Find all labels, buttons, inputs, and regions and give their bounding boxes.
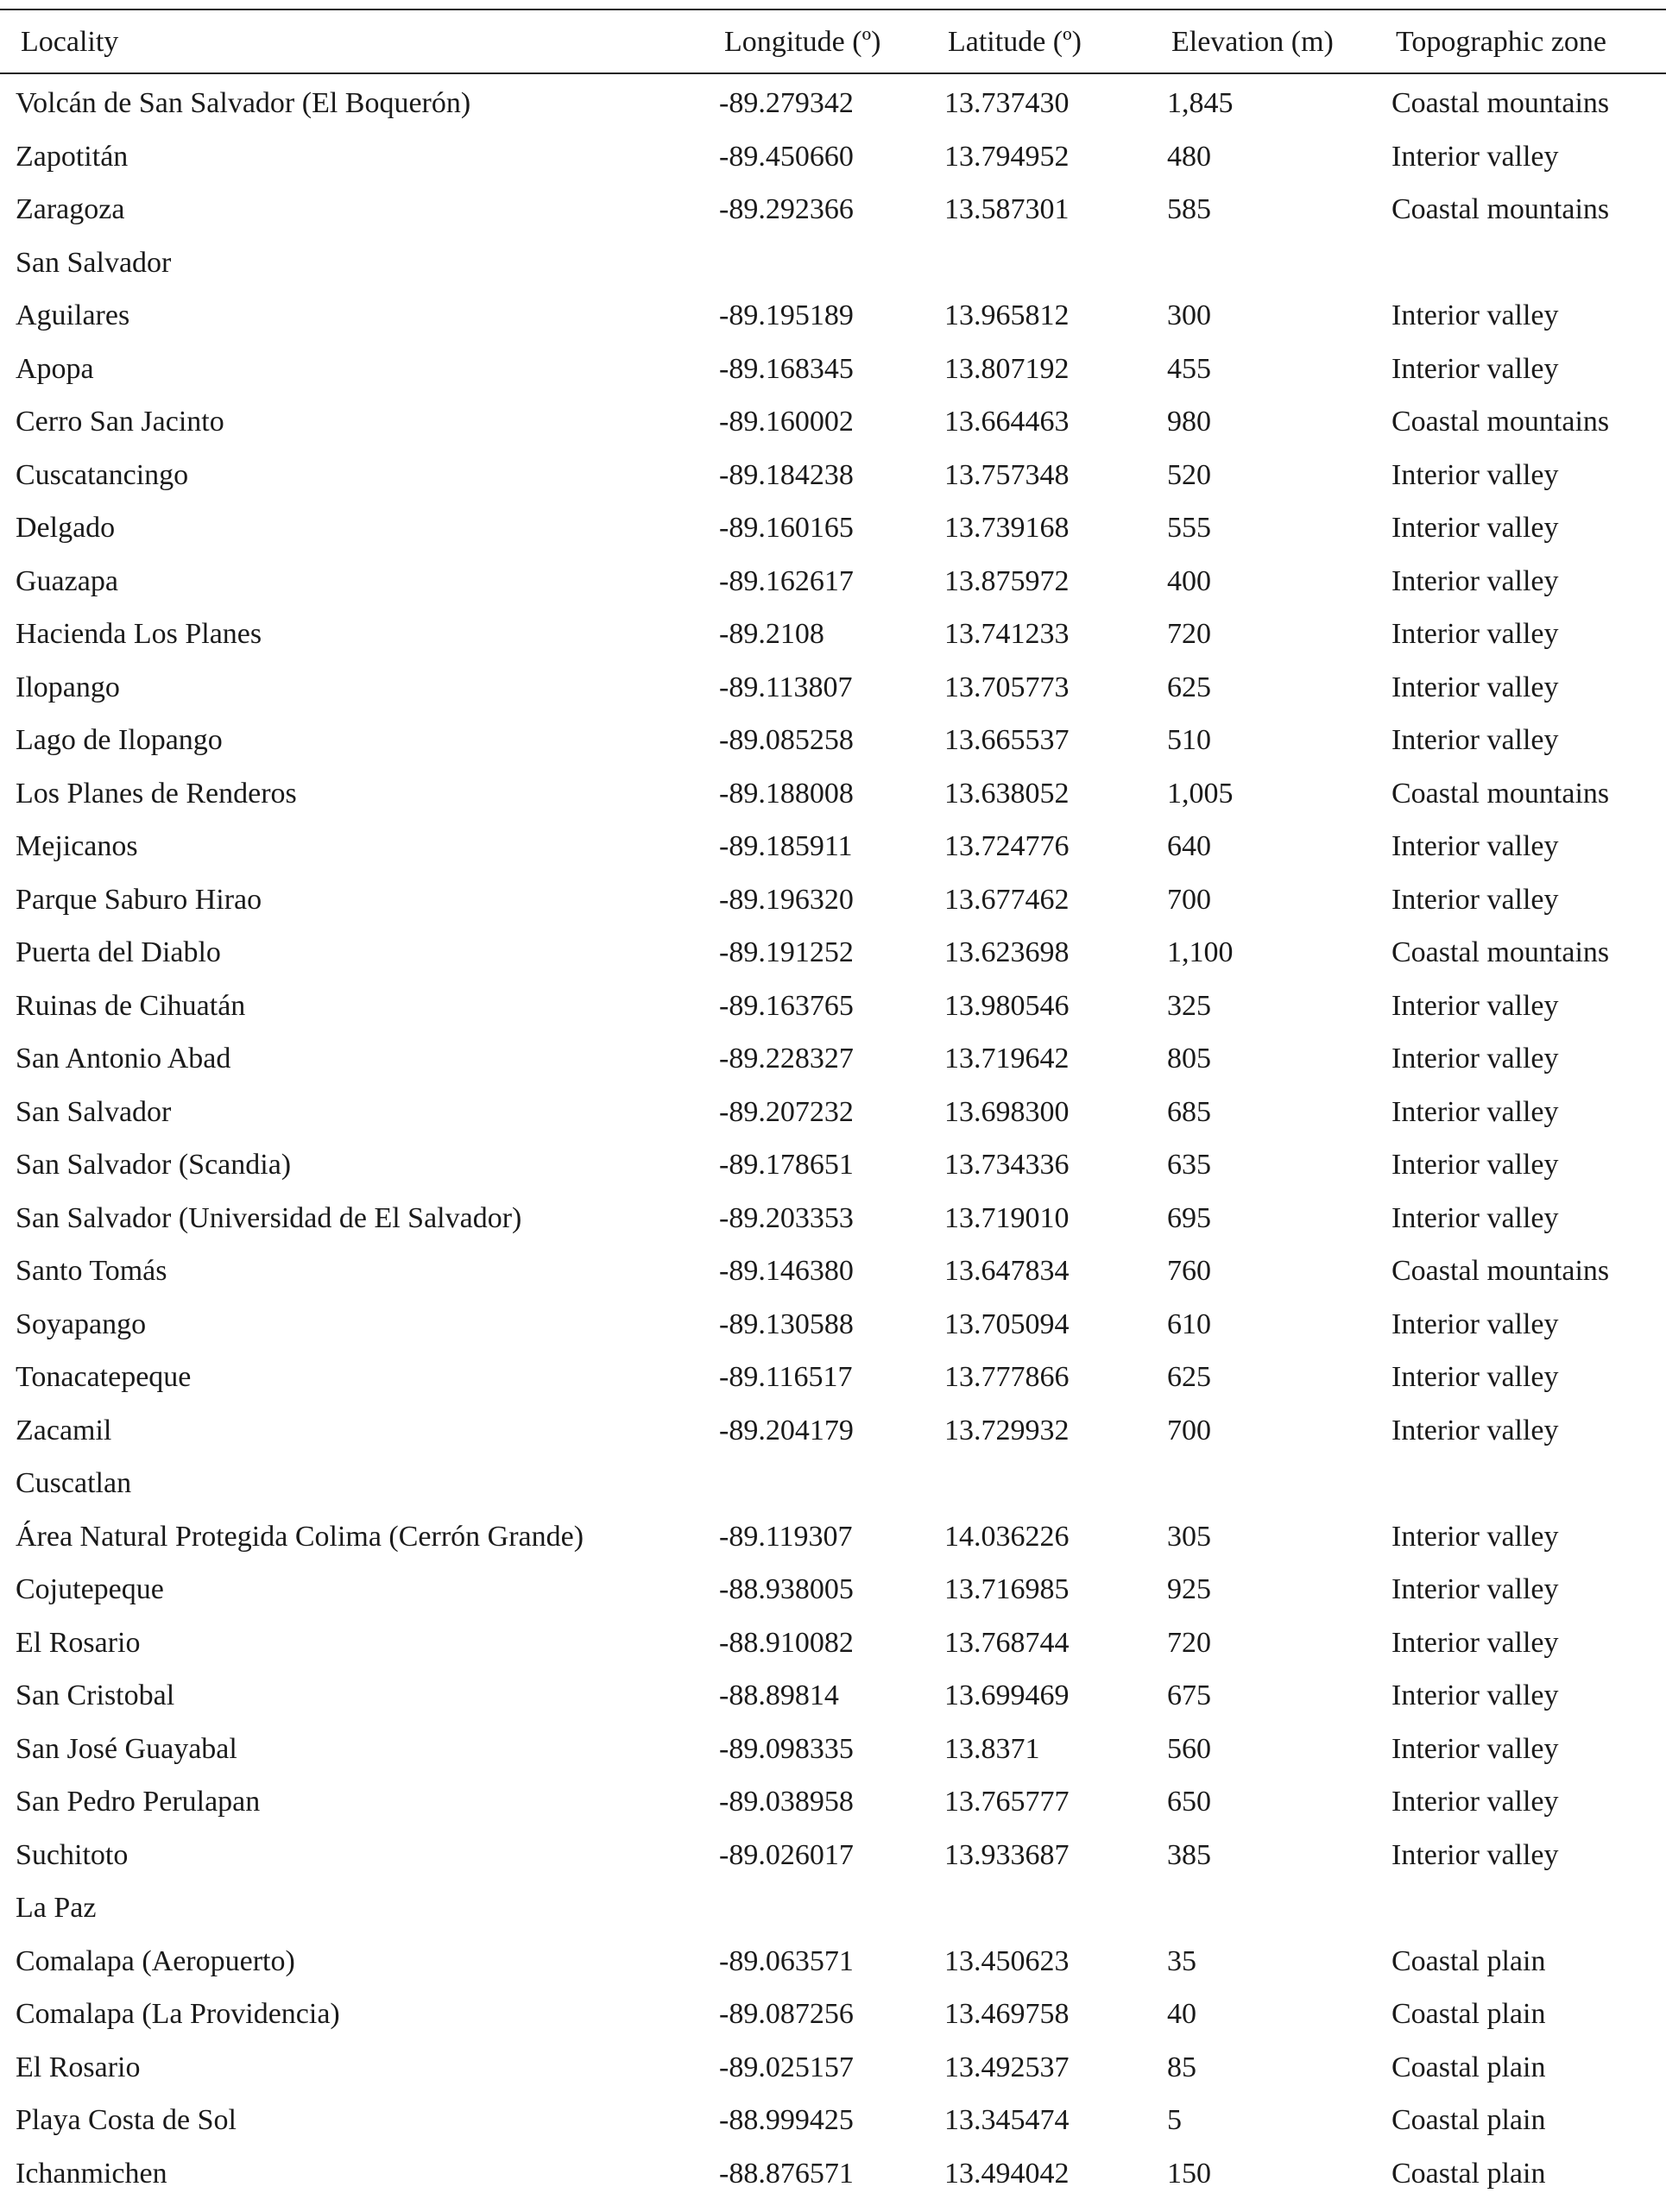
- table-row: [0, 89, 1666, 142]
- table-row: [0, 514, 1666, 567]
- cell-topographic-zone: Interior valley: [1391, 142, 1559, 172]
- cell-locality: San Salvador (Scandia): [16, 1150, 291, 1180]
- cell-locality: Zapotitán: [16, 142, 128, 172]
- cell-longitude: -89.146380: [719, 1257, 854, 1286]
- table-row: [0, 1947, 1666, 2001]
- cell-locality: Aguilares: [16, 301, 129, 331]
- cell-latitude: 13.965812: [944, 301, 1070, 331]
- table-row: [0, 1150, 1666, 1204]
- cell-locality: Área Natural Protegida Colima (Cerrón Grande): [16, 1522, 584, 1552]
- cell-latitude: 13.719642: [944, 1044, 1070, 1074]
- cell-topographic-zone: Interior valley: [1391, 726, 1559, 755]
- cell-elevation: 625: [1167, 1363, 1211, 1392]
- cell-longitude: -89.178651: [719, 1150, 854, 1180]
- table-row: [0, 461, 1666, 514]
- cell-longitude: -89.2108: [719, 620, 824, 649]
- cell-longitude: -88.89814: [719, 1681, 839, 1711]
- cell-locality: San Pedro Perulapan: [16, 1787, 260, 1817]
- table-row: [0, 1629, 1666, 1682]
- cell-elevation: 805: [1167, 1044, 1211, 1074]
- table-row: [0, 1310, 1666, 1364]
- cell-topographic-zone: Coastal mountains: [1391, 1257, 1609, 1286]
- cell-longitude: -88.999425: [719, 2106, 854, 2135]
- table-row: [0, 1363, 1666, 1416]
- table-row: [0, 673, 1666, 727]
- cell-topographic-zone: Interior valley: [1391, 992, 1559, 1021]
- table-row: [0, 1841, 1666, 1894]
- cell-longitude: -89.026017: [719, 1841, 854, 1870]
- cell-latitude: 13.665537: [944, 726, 1070, 755]
- cell-longitude: -89.162617: [719, 567, 854, 596]
- cell-elevation: 520: [1167, 461, 1211, 490]
- cell-latitude: 13.647834: [944, 1257, 1070, 1286]
- cell-topographic-zone: Coastal plain: [1391, 2000, 1545, 2029]
- cell-elevation: 1,845: [1167, 89, 1234, 118]
- cell-locality: San Salvador: [16, 1098, 171, 1127]
- cell-latitude: 13.765777: [944, 1787, 1070, 1817]
- cell-elevation: 325: [1167, 992, 1211, 1021]
- cell-topographic-zone: Interior valley: [1391, 1575, 1559, 1604]
- cell-latitude: 13.875972: [944, 567, 1070, 596]
- cell-locality: Apopa: [16, 355, 94, 384]
- cell-locality: Los Planes de Renderos: [16, 779, 297, 809]
- cell-elevation: 980: [1167, 407, 1211, 437]
- cell-elevation: 400: [1167, 567, 1211, 596]
- cell-latitude: 14.036226: [944, 1522, 1070, 1552]
- cell-topographic-zone: Coastal mountains: [1391, 195, 1609, 224]
- cell-topographic-zone: Interior valley: [1391, 1416, 1559, 1446]
- table-row: [0, 1735, 1666, 1788]
- cell-locality: San José Guayabal: [16, 1735, 237, 1764]
- cell-elevation: 300: [1167, 301, 1211, 331]
- cell-topographic-zone: Interior valley: [1391, 461, 1559, 490]
- cell-latitude: 13.8371: [944, 1735, 1040, 1764]
- table-group-row: [0, 1894, 1666, 1947]
- cell-latitude: 13.980546: [944, 992, 1070, 1021]
- cell-latitude: 13.677462: [944, 885, 1070, 915]
- cell-longitude: -88.876571: [719, 2159, 854, 2189]
- cell-longitude: -88.938005: [719, 1575, 854, 1604]
- cell-latitude: 13.699469: [944, 1681, 1070, 1711]
- cell-topographic-zone: Interior valley: [1391, 1841, 1559, 1870]
- table-row: [0, 620, 1666, 673]
- cell-topographic-zone: Interior valley: [1391, 1150, 1559, 1180]
- cell-locality: El Rosario: [16, 1629, 140, 1658]
- cell-latitude: 13.587301: [944, 195, 1070, 224]
- cell-topographic-zone: Interior valley: [1391, 832, 1559, 861]
- cell-topographic-zone: Coastal plain: [1391, 2106, 1545, 2135]
- table-row: [0, 1416, 1666, 1470]
- cell-elevation: 625: [1167, 673, 1211, 703]
- cell-locality: Delgado: [16, 514, 115, 543]
- table-row: [0, 1204, 1666, 1257]
- cell-elevation: 85: [1167, 2053, 1196, 2083]
- cell-elevation: 5: [1167, 2106, 1182, 2135]
- cell-longitude: -89.085258: [719, 726, 854, 755]
- cell-longitude: -89.203353: [719, 1204, 854, 1233]
- cell-latitude: 13.737430: [944, 89, 1070, 118]
- cell-locality: Ilopango: [16, 673, 120, 703]
- cell-topographic-zone: Coastal plain: [1391, 2053, 1545, 2083]
- cell-locality: Cuscatancingo: [16, 461, 188, 490]
- cell-longitude: -89.195189: [719, 301, 854, 331]
- cell-latitude: 13.494042: [944, 2159, 1070, 2189]
- table-header-rule: [0, 72, 1666, 74]
- cell-topographic-zone: Interior valley: [1391, 1204, 1559, 1233]
- cell-locality: Zacamil: [16, 1416, 111, 1446]
- cell-elevation: 675: [1167, 1681, 1211, 1711]
- cell-topographic-zone: Coastal mountains: [1391, 407, 1609, 437]
- table-row: [0, 195, 1666, 249]
- cell-topographic-zone: Interior valley: [1391, 620, 1559, 649]
- cell-longitude: -89.025157: [719, 2053, 854, 2083]
- cell-locality: San Cristobal: [16, 1681, 174, 1711]
- cell-latitude: 13.719010: [944, 1204, 1070, 1233]
- cell-locality: Suchitoto: [16, 1841, 128, 1870]
- cell-elevation: 700: [1167, 1416, 1211, 1446]
- cell-longitude: -89.207232: [719, 1098, 854, 1127]
- table-row: [0, 992, 1666, 1045]
- cell-longitude: -89.191252: [719, 938, 854, 967]
- cell-topographic-zone: Interior valley: [1391, 1787, 1559, 1817]
- cell-elevation: 700: [1167, 885, 1211, 915]
- cell-latitude: 13.729932: [944, 1416, 1070, 1446]
- cell-elevation: 720: [1167, 1629, 1211, 1658]
- header-elevation: Elevation (m): [1171, 28, 1334, 57]
- table-row: [0, 885, 1666, 939]
- cell-longitude: -89.098335: [719, 1735, 854, 1764]
- cell-topographic-zone: Interior valley: [1391, 1522, 1559, 1552]
- table-row: [0, 2053, 1666, 2107]
- cell-elevation: 685: [1167, 1098, 1211, 1127]
- cell-topographic-zone: Coastal mountains: [1391, 89, 1609, 118]
- table-row: [0, 301, 1666, 355]
- cell-longitude: -89.292366: [719, 195, 854, 224]
- cell-latitude: 13.716985: [944, 1575, 1070, 1604]
- table-row: [0, 407, 1666, 461]
- cell-elevation: 585: [1167, 195, 1211, 224]
- table-row: [0, 726, 1666, 779]
- cell-latitude: 13.664463: [944, 407, 1070, 437]
- cell-latitude: 13.705773: [944, 673, 1070, 703]
- cell-longitude: -89.450660: [719, 142, 854, 172]
- cell-locality: Cerro San Jacinto: [16, 407, 224, 437]
- cell-elevation: 150: [1167, 2159, 1211, 2189]
- cell-locality: Santo Tomás: [16, 1257, 167, 1286]
- cell-longitude: -89.228327: [719, 1044, 854, 1074]
- cell-locality: Ichanmichen: [16, 2159, 167, 2189]
- cell-elevation: 555: [1167, 514, 1211, 543]
- cell-latitude: 13.623698: [944, 938, 1070, 967]
- cell-latitude: 13.741233: [944, 620, 1070, 649]
- table-row: [0, 2159, 1666, 2212]
- cell-elevation: 640: [1167, 832, 1211, 861]
- cell-elevation: 650: [1167, 1787, 1211, 1817]
- cell-topographic-zone: Coastal mountains: [1391, 779, 1609, 809]
- cell-topographic-zone: Interior valley: [1391, 1098, 1559, 1127]
- cell-topographic-zone: Interior valley: [1391, 567, 1559, 596]
- table-row: [0, 2106, 1666, 2159]
- cell-locality: Ruinas de Cihuatán: [16, 992, 245, 1021]
- cell-elevation: 1,005: [1167, 779, 1234, 809]
- table-row: [0, 1575, 1666, 1629]
- cell-elevation: 1,100: [1167, 938, 1234, 967]
- table-row: [0, 355, 1666, 408]
- cell-locality: Guazapa: [16, 567, 118, 596]
- cell-longitude: -89.168345: [719, 355, 854, 384]
- cell-locality: Soyapango: [16, 1310, 146, 1339]
- cell-longitude: -89.279342: [719, 89, 854, 118]
- cell-latitude: 13.345474: [944, 2106, 1070, 2135]
- cell-elevation: 480: [1167, 142, 1211, 172]
- cell-longitude: -89.196320: [719, 885, 854, 915]
- cell-longitude: -89.087256: [719, 2000, 854, 2029]
- cell-elevation: 635: [1167, 1150, 1211, 1180]
- cell-locality: La Paz: [16, 1894, 96, 1923]
- cell-topographic-zone: Coastal plain: [1391, 1947, 1545, 1976]
- cell-locality: San Antonio Abad: [16, 1044, 230, 1074]
- table-row: [0, 1098, 1666, 1151]
- cell-latitude: 13.469758: [944, 2000, 1070, 2029]
- cell-locality: Mejicanos: [16, 832, 138, 861]
- cell-longitude: -89.184238: [719, 461, 854, 490]
- cell-longitude: -89.163765: [719, 992, 854, 1021]
- cell-elevation: 925: [1167, 1575, 1211, 1604]
- header-latitude: Latitude (º): [948, 28, 1082, 57]
- cell-locality: Comalapa (La Providencia): [16, 2000, 340, 2029]
- cell-topographic-zone: Interior valley: [1391, 1629, 1559, 1658]
- cell-latitude: 13.757348: [944, 461, 1070, 490]
- cell-topographic-zone: Interior valley: [1391, 1310, 1559, 1339]
- cell-topographic-zone: Interior valley: [1391, 514, 1559, 543]
- cell-elevation: 305: [1167, 1522, 1211, 1552]
- table-row: [0, 142, 1666, 196]
- cell-elevation: 720: [1167, 620, 1211, 649]
- cell-topographic-zone: Coastal mountains: [1391, 938, 1609, 967]
- table-row: [0, 2000, 1666, 2053]
- cell-topographic-zone: Interior valley: [1391, 673, 1559, 703]
- table-row: [0, 1681, 1666, 1735]
- cell-locality: San Salvador (Universidad de El Salvador): [16, 1204, 521, 1233]
- cell-longitude: -89.116517: [719, 1363, 853, 1392]
- cell-locality: Parque Saburo Hirao: [16, 885, 262, 915]
- cell-longitude: -89.188008: [719, 779, 854, 809]
- cell-elevation: 385: [1167, 1841, 1211, 1870]
- table-row: [0, 1257, 1666, 1310]
- cell-latitude: 13.734336: [944, 1150, 1070, 1180]
- cell-topographic-zone: Interior valley: [1391, 1735, 1559, 1764]
- table-row: [0, 938, 1666, 992]
- cell-locality: Cojutepeque: [16, 1575, 164, 1604]
- cell-locality: El Rosario: [16, 2053, 140, 2083]
- cell-longitude: -89.119307: [719, 1522, 853, 1552]
- table-header-row: [0, 9, 1666, 62]
- cell-latitude: 13.739168: [944, 514, 1070, 543]
- cell-topographic-zone: Interior valley: [1391, 1363, 1559, 1392]
- cell-latitude: 13.698300: [944, 1098, 1070, 1127]
- cell-elevation: 760: [1167, 1257, 1211, 1286]
- cell-latitude: 13.777866: [944, 1363, 1070, 1392]
- cell-locality: Zaragoza: [16, 195, 124, 224]
- cell-locality: Comalapa (Aeropuerto): [16, 1947, 295, 1976]
- table-row: [0, 1044, 1666, 1098]
- cell-longitude: -89.160165: [719, 514, 854, 543]
- header-locality: Locality: [21, 28, 118, 57]
- cell-locality: San Salvador: [16, 249, 171, 278]
- cell-longitude: -89.063571: [719, 1947, 854, 1976]
- cell-latitude: 13.768744: [944, 1629, 1070, 1658]
- cell-elevation: 40: [1167, 2000, 1196, 2029]
- cell-latitude: 13.705094: [944, 1310, 1070, 1339]
- cell-latitude: 13.450623: [944, 1947, 1070, 1976]
- cell-locality: Playa Costa de Sol: [16, 2106, 237, 2135]
- cell-locality: Cuscatlan: [16, 1469, 131, 1498]
- cell-elevation: 510: [1167, 726, 1211, 755]
- cell-longitude: -89.038958: [719, 1787, 854, 1817]
- cell-latitude: 13.794952: [944, 142, 1070, 172]
- cell-locality: Hacienda Los Planes: [16, 620, 262, 649]
- cell-latitude: 13.638052: [944, 779, 1070, 809]
- cell-topographic-zone: Interior valley: [1391, 355, 1559, 384]
- header-longitude: Longitude (º): [724, 28, 880, 57]
- cell-elevation: 35: [1167, 1947, 1196, 1976]
- cell-longitude: -89.204179: [719, 1416, 854, 1446]
- cell-longitude: -89.130588: [719, 1310, 854, 1339]
- cell-longitude: -89.160002: [719, 407, 854, 437]
- cell-locality: Puerta del Diablo: [16, 938, 221, 967]
- cell-topographic-zone: Interior valley: [1391, 301, 1559, 331]
- table-row: [0, 1787, 1666, 1841]
- table-row: [0, 1522, 1666, 1576]
- cell-latitude: 13.724776: [944, 832, 1070, 861]
- table-group-row: [0, 249, 1666, 302]
- cell-topographic-zone: Interior valley: [1391, 1044, 1559, 1074]
- cell-elevation: 610: [1167, 1310, 1211, 1339]
- table-row: [0, 779, 1666, 833]
- cell-locality: Tonacatepeque: [16, 1363, 191, 1392]
- table-row: [0, 567, 1666, 621]
- cell-latitude: 13.933687: [944, 1841, 1070, 1870]
- cell-longitude: -89.113807: [719, 673, 853, 703]
- cell-elevation: 455: [1167, 355, 1211, 384]
- header-topographic-zone: Topographic zone: [1396, 28, 1606, 57]
- cell-topographic-zone: Coastal plain: [1391, 2159, 1545, 2189]
- cell-elevation: 560: [1167, 1735, 1211, 1764]
- cell-topographic-zone: Interior valley: [1391, 885, 1559, 915]
- cell-elevation: 695: [1167, 1204, 1211, 1233]
- table-row: [0, 832, 1666, 885]
- cell-longitude: -89.185911: [719, 832, 853, 861]
- cell-locality: Volcán de San Salvador (El Boquerón): [16, 89, 470, 118]
- cell-latitude: 13.492537: [944, 2053, 1070, 2083]
- table-group-row: [0, 1469, 1666, 1522]
- cell-latitude: 13.807192: [944, 355, 1070, 384]
- cell-longitude: -88.910082: [719, 1629, 854, 1658]
- cell-topographic-zone: Interior valley: [1391, 1681, 1559, 1711]
- cell-locality: Lago de Ilopango: [16, 726, 223, 755]
